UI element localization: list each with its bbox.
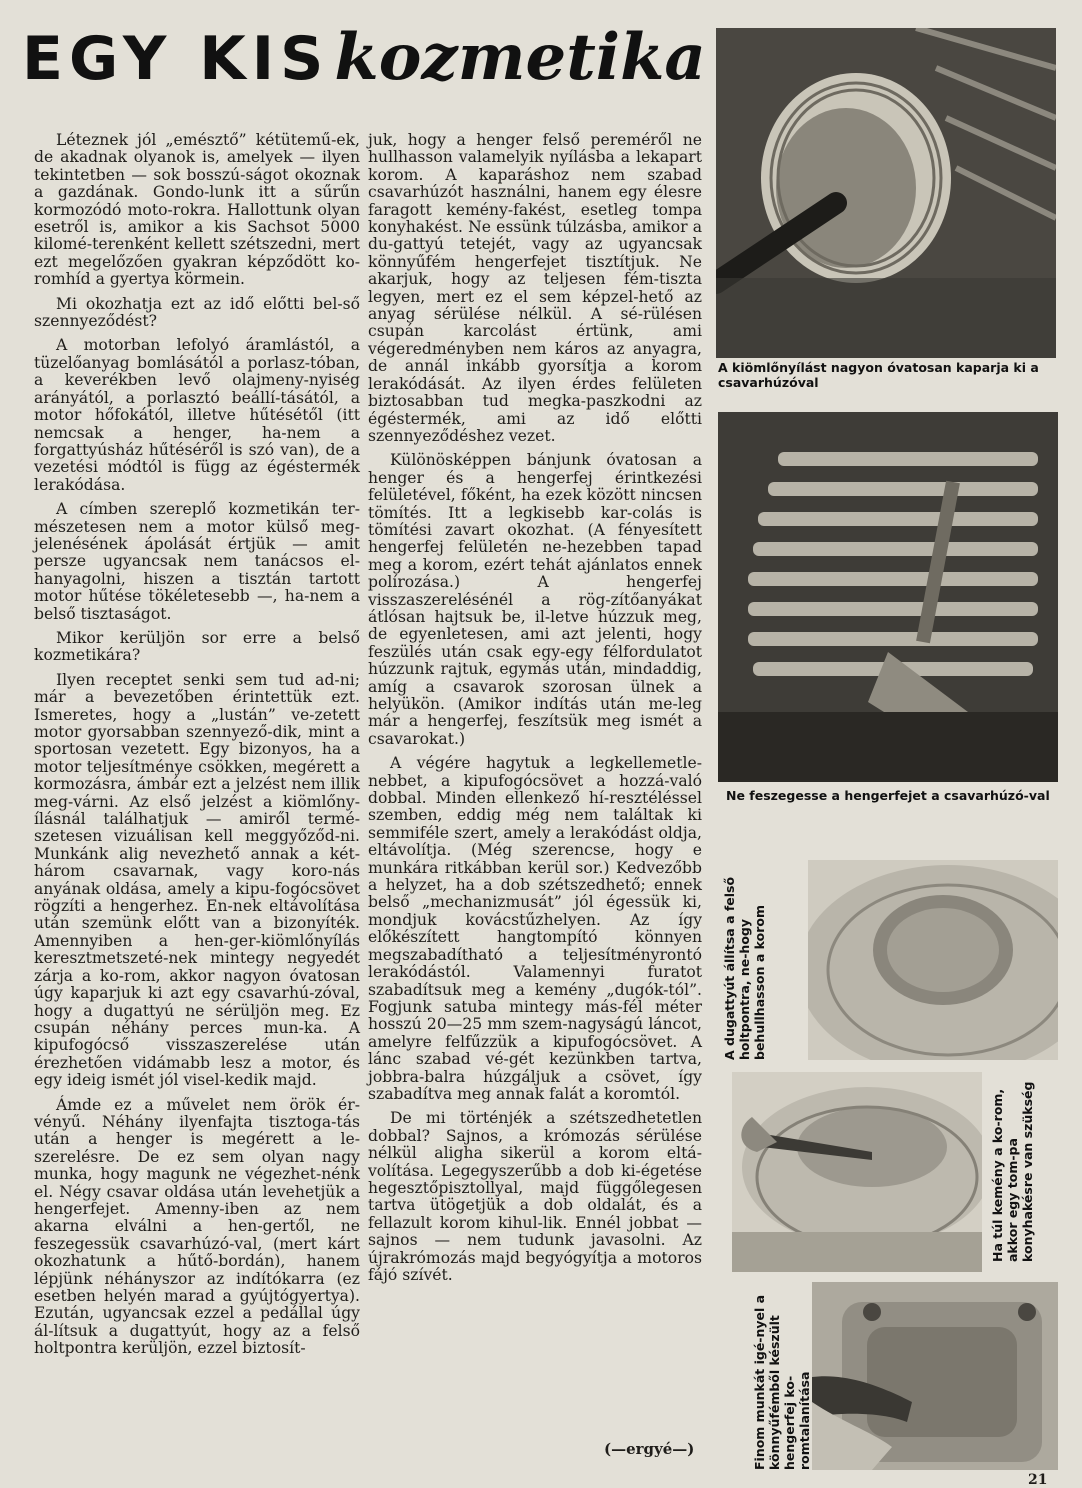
paragraph: A motorban lefolyó áramlástól, a tüzelőanyag bomlásától a porlasz-tóban, a keverékben levő olajmeny-nyiség arányától, a porlasztó beállí-tásától, a motor hőfokától, illetve hűtésétől (itt nemcsak a henger, ha-nem a forgattyúsház hűtéséről is szó van), de a vezetési módtól is függ az égéstermék lerakódása. xyxy=(34,336,360,494)
paragraph: Különösképpen bánjunk óvatosan a henger és a hengerfej érintkezési felületével, főként, ha ezek között nincsen tömítés. Itt a legkisebb kar-colás is tömítési zavart okozhat. (A fényesített hengerfej felületén ne-hezebben tapad meg a korom, ezért tehát ajánlatos ennek polírozása.) A hengerfej visszaszerelésénél a rög-zítőanyákat átlósan hajtsuk be, il-letve húzzuk meg, de egyenletesen, ami azt jelenti, hogy feszülés után csak egy-egy félfordulatot húzzunk rajtuk, egymás után, mindaddig, amíg a csavarok szorosan ülnek a helyükön. (Amikor indítás után me-leg már a hengerfej, feszítsük meg ismét a csavarokat.) xyxy=(368,451,702,748)
photo-caption: Finom munkát igé-nyel a könnyűfémből készült hengerfej ko-romtalanítása xyxy=(752,1294,812,1470)
cylinder-exhaust-port-image xyxy=(716,28,1056,358)
photo-caption: A kiömlőnyílást nagyon óvatosan kaparja ki a csavarhúzóval xyxy=(718,360,1039,390)
article-column-2 xyxy=(368,132,702,1291)
piston-top-image xyxy=(808,860,1058,1060)
photo-caption: A dugattyút állítsa a felső holtpontra, ne-hogy behullhasson a korom xyxy=(722,876,767,1060)
title-part-1: EGY KIS xyxy=(22,24,330,94)
article-title xyxy=(22,20,706,100)
cylinder-head-interior-image xyxy=(812,1282,1058,1470)
photo-caption: Ne feszegesse a hengerfejet a csavarhúzó-val xyxy=(726,788,1050,803)
paragraph: Ámde ez a művelet nem örök ér-vényű. Néhány ilyenfajta tisztoga-tás után a henger is megérett a le-szerelésre. De ez sem olyan nagy munka, hogy magunk ne végezhet-nénk el. Négy csavar oldása után levehetjük a hengerfejet. Amenny-iben az nem akarna elválni a hen-gertől, ne feszegessük csavarhúzó-val, (mert kárt okozhatunk a hűtő-bordán), hanem lépjünk néhányszor az indítókarra (ez esetben helyén marad a gyújtógyertya). Ezután, ugyancsak ezzel a pedállal úgy ál-lítsuk a dugattyút, hogy az a felső holtpontra kerüljön, ezzel biztosít- xyxy=(34,1095,360,1358)
paragraph: A címben szereplő kozmetikán ter-mészetesen nem a motor külső meg-jelenésének ápolását értjük — amit persze ugyancsak nem tanácsos el-hanyagolni, hiszen a tisztán tartott motor hűtése tökéletesebb —, ha-nem a belső tisztaságot. xyxy=(34,500,360,623)
title-part-2: kozmetika xyxy=(334,20,706,95)
page-number: 21 xyxy=(1028,1472,1048,1488)
paragraph: Mi okozhatja ezt az idő előtti bel-ső szennyeződést? xyxy=(34,294,360,331)
cylinder-head-fins-image xyxy=(718,412,1058,782)
paragraph: De mi történjék a szétszedhetetlen dobbal? Sajnos, a krómozás sérülése nélkül aligha sikerül a korom eltá-volítása. Legegyszerűbb a dob ki-égetése hegesztőpisztollyal, majd függőlegesen tartva ütögetjük a dob oldalát, és a fellazult korom kihul-lik. Ennél jobbat — sajnos — nem tudunk javasolni. Az újrakrómozás majd begyógyítja a motoros fájó szívét. xyxy=(368,1109,702,1284)
author-byline: (—ergyé—) xyxy=(604,1440,695,1458)
paragraph: Mikor kerüljön sor erre a belső kozmetikára? xyxy=(34,628,360,665)
paragraph: A végére hagytuk a legkellemetle-nebbet, a kipufogócsövet a hozzá-való dobbal. Minden ellenkező hí-resztéléssel szemben, eddig még nem találtak ki semmiféle szert, amely a lerakódást oldja, eltávolítja. (Még szerencse, hogy e munkára ritkábban kerül sor.) Kedvezőbb a helyzet, ha a dob szétszedhető; ennek belső „mechanizmusát” jól égessük ki, mondjuk kovácstűzhelyen. Az így előkészített hangtompító könnyen megszabadítható a teljesítményrontó lerakódástól. Valamennyi furatot szabadítsuk meg a kemény „dugók-tól”. Fogjunk satuba mintegy más-fél méter hosszú 20—25 mm szem-nagyságú láncot, amelyre felfűzzük a kipufogócsövet. A lánc szabad vé-gét kezünkben tartva, jobbra-balra húzgáljuk a csövet, így szabadítva meg annak falát a koromtól. xyxy=(368,754,702,1103)
paragraph: juk, hogy a henger felső pereméről ne hullhasson valamelyik nyílásba a lekapart korom. A kaparáshoz nem szabad csavarhúzót használni, hanem egy élesre faragott kemény-fakést, esetleg tompa konyhakést. Ne essünk túlzásba, amikor a du-gattyú tetejét, vagy az ugyancsak könnyűfém hengerfejet tisztítjuk. Ne akarjuk, hogy az teljesen fém-tiszta legyen, mert ez el sem képzel-hető az anyag sérülése nélkül. A sé-rülésen csupán karcolást értünk, ami végeredményben nem káros az anyagra, de annál inkább gyorsítja a korom lerakódását. Az ilyen érdes felületen biztosabban tud megka-paszkodni az égéstermék, ami az idő előtti szennyeződéshez vezet. xyxy=(368,131,702,445)
article-column-1 xyxy=(34,132,360,1365)
photo-caption: Ha túl kemény a ko-rom, akkor egy tom-pa konyhakésre van szükség xyxy=(990,1081,1035,1262)
paragraph: Ilyen receptet senki sem tud ad-ni; már a bevezetőben érintettük ezt. Ismeretes, hogy a „lustán” ve-zetett motor gyorsabban szennyező-dik, mint a sportosan vezetett. Egy bizonyos, ha a motor teljesítménye csökken, megérett a kormozásra, ámbár ezt a jelzést nem illik meg-várni. Az első jelzést a kiömlőny-ílásnál találhatjuk — amiről termé-szetesen vizuálisan kell meggyőződ-ni. Munkánk alig nevezhető annak a két-három csavarnak, vagy koro-nás anyának oldása, amely a kipu-fogócsövet rögzíti a hengerhez. En-nek eltávolítása után szemünk előtt van a bizonyíték. Amennyiben a hen-ger-kiömlőnyílás keresztmetszeté-nek mintegy negyedét zárja a ko-rom, akkor nagyon óvatosan úgy kaparjuk ki azt egy csavarhú-zóval, hogy a dugattyú ne sérüljön meg. Ez csupán néhány perces mun-ka. A kipufogócső visszaszerelése után érezhetően vidámabb lesz a motor, és egy ideig ismét jól visel-kedik majd. xyxy=(34,670,360,1090)
paragraph: Léteznek jól „emésztő” kétütemű-ek, de akadnak olyanok is, amelyek — ilyen tekintetben — sok bosszú-ságot okoznak a gazdának. Gondo-lunk itt a sűrűn kormozódó moto-rokra. Hallottunk olyan esetről is, amikor a kis Sachsot 5000 kilomé-terenként kellett szétszedni, mert ezt megelőzően gyakran képződött ko-romhíd a gyertya körmein. xyxy=(34,131,360,289)
knife-scraping-piston-image xyxy=(732,1072,982,1272)
